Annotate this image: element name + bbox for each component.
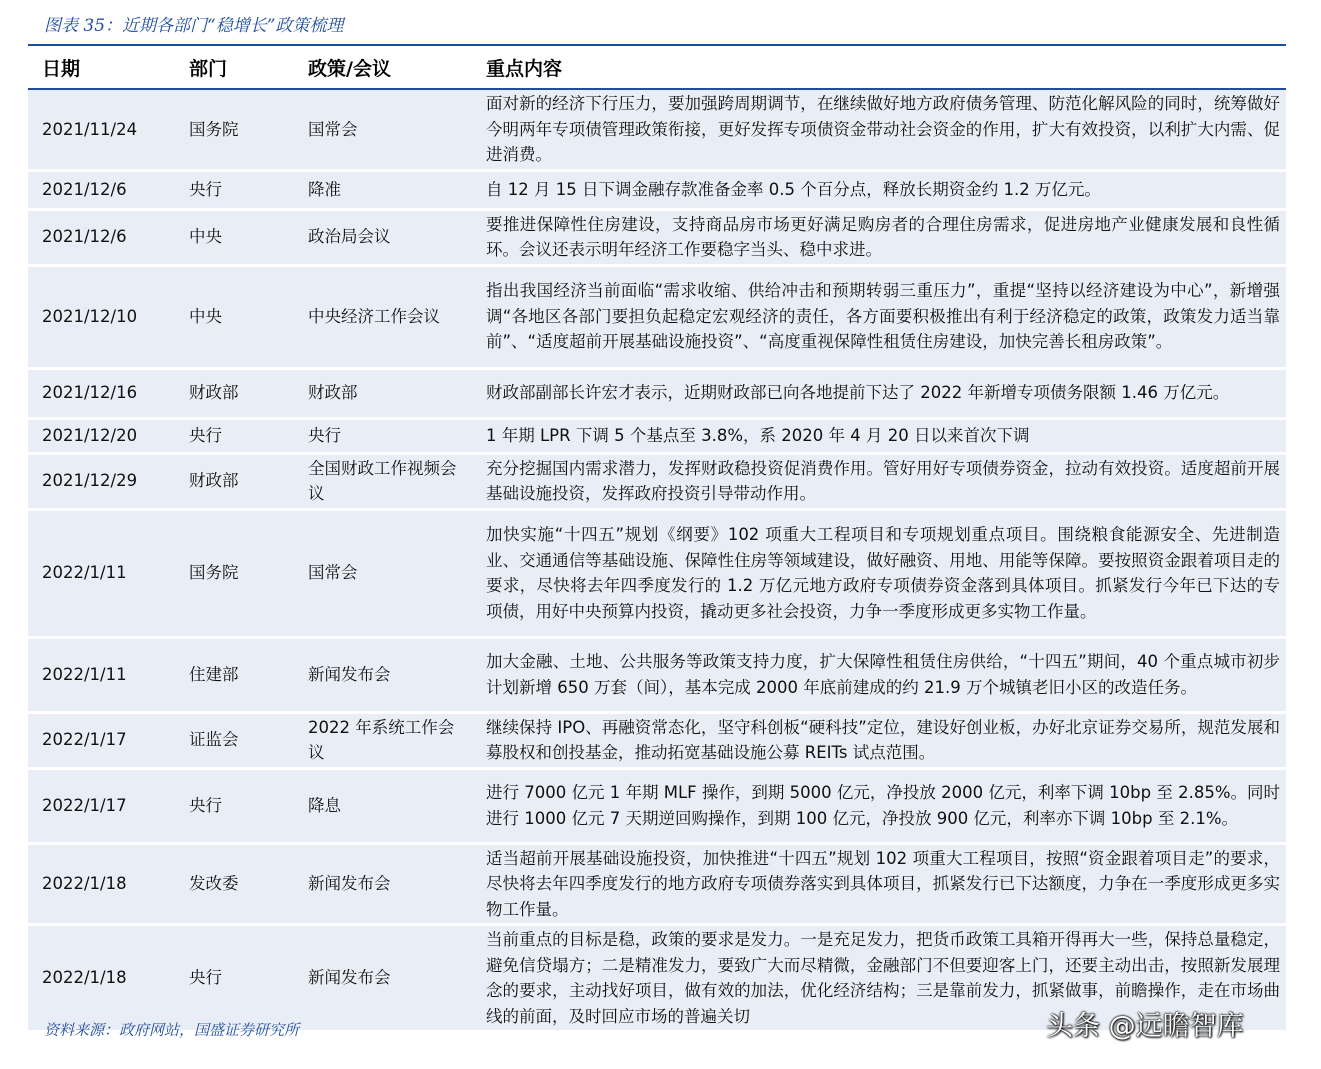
cell-content: 加快实施“十四五”规划《纲要》102 项重大工程项目和专项规划重点项目。围绕粮食能源安全、先进制造业、交通通信等基础设施、保障性住房等领域建设，做好融资、用地、用能等保障。要按照资金跟着项目走的要求，尽快将去年四季度发行的 1.2 万亿元地方政府专项债券资金落到具体项目。抓紧发行今年已下达的专项债，用好中央预算内投资，撬动更多社会投资，力争一季度形成更多实物工作量。 — [472, 509, 1286, 637]
cell-content: 进行 7000 亿元 1 年期 MLF 操作，到期 5000 亿元，净投放 2000 亿元，利率下调 10bp 至 2.85%。同时进行 1000 亿元 7 天期逆回购操作，到期 100 亿元，净投放 900 亿元，利率亦下调 10bp 至 2.1%。 — [472, 768, 1286, 843]
cell-policy: 降息 — [294, 768, 472, 843]
cell-content: 继续保持 IPO、再融资常态化，坚守科创板“硬科技”定位，建设好创业板，办好北京证券交易所，规范发展和募股权和创投基金，推动拓宽基础设施公募 REITs 试点范围。 — [472, 712, 1286, 768]
watermark: 头条 @远瞻智库 — [1046, 1011, 1244, 1042]
cell-policy: 中央经济工作会议 — [294, 265, 472, 368]
table-row — [28, 637, 1286, 712]
cell-dept: 央行 — [175, 170, 294, 209]
cell-date: 2021/12/6 — [28, 170, 175, 209]
cell-content: 1 年期 LPR 下调 5 个基点至 3.8%，系 2020 年 4 月 20 日以来首次下调 — [472, 418, 1286, 453]
cell-policy: 新闻发布会 — [294, 925, 472, 1031]
table-row — [28, 712, 1286, 768]
cell-dept: 住建部 — [175, 637, 294, 712]
cell-policy: 新闻发布会 — [294, 637, 472, 712]
cell-dept: 央行 — [175, 418, 294, 453]
cell-dept: 证监会 — [175, 712, 294, 768]
col-header-policy: 政策/会议 — [294, 46, 472, 89]
cell-date: 2021/12/20 — [28, 418, 175, 453]
cell-date: 2021/11/24 — [28, 89, 175, 170]
policy-table — [28, 46, 1286, 1030]
cell-date: 2022/1/17 — [28, 768, 175, 843]
cell-date: 2022/1/18 — [28, 925, 175, 1031]
col-header-content: 重点内容 — [472, 46, 1286, 89]
cell-content: 适当超前开展基础设施投资，加快推进“十四五”规划 102 项重大工程项目，按照“资金跟着项目走”的要求，尽快将去年四季度发行的地方政府专项债券落实到具体项目，抓紧发行已下达额度，力争在一季度形成更多实物工作量。 — [472, 843, 1286, 925]
cell-date: 2022/1/11 — [28, 637, 175, 712]
cell-policy: 新闻发布会 — [294, 843, 472, 925]
table-row — [28, 170, 1286, 209]
table-row — [28, 843, 1286, 925]
cell-content: 财政部副部长许宏才表示，近期财政部已向各地提前下达了 2022 年新增专项债务限额 1.46 万亿元。 — [472, 368, 1286, 418]
table-row — [28, 418, 1286, 453]
cell-date: 2022/1/18 — [28, 843, 175, 925]
cell-date: 2021/12/16 — [28, 368, 175, 418]
cell-content: 指出我国经济当前面临“需求收缩、供给冲击和预期转弱三重压力”，重提“坚持以经济建设为中心”，新增强调“各地区各部门要担负起稳定宏观经济的责任，各方面要积极推出有利于经济稳定的政策，政策发力适当靠前”、“适度超前开展基础设施投资”、“高度重视保障性租赁住房建设，加快完善长租房政策”。 — [472, 265, 1286, 368]
cell-date: 2022/1/11 — [28, 509, 175, 637]
col-header-date: 日期 — [28, 46, 175, 89]
table-row — [28, 453, 1286, 509]
col-header-dept: 部门 — [175, 46, 294, 89]
cell-dept: 财政部 — [175, 368, 294, 418]
table-row — [28, 265, 1286, 368]
cell-policy: 政治局会议 — [294, 209, 472, 265]
table-row — [28, 768, 1286, 843]
cell-dept: 国务院 — [175, 509, 294, 637]
cell-policy: 财政部 — [294, 368, 472, 418]
table-body — [28, 89, 1286, 1030]
table-row — [28, 209, 1286, 265]
cell-date: 2021/12/29 — [28, 453, 175, 509]
cell-dept: 中央 — [175, 209, 294, 265]
cell-dept: 央行 — [175, 925, 294, 1031]
source-note: 资料来源：政府网站，国盛证券研究所 — [44, 1021, 300, 1039]
cell-policy: 2022 年系统工作会议 — [294, 712, 472, 768]
table-header-row — [28, 46, 1286, 89]
cell-content: 加大金融、土地、公共服务等政策支持力度，扩大保障性租赁住房供给，“十四五”期间，40 个重点城市初步计划新增 650 万套（间），基本完成 2000 年底前建成的约 21.9 万个城镇老旧小区的改造任务。 — [472, 637, 1286, 712]
cell-policy: 央行 — [294, 418, 472, 453]
cell-dept: 中央 — [175, 265, 294, 368]
table-caption: 图表 35：近期各部门“稳增长”政策梳理 — [44, 16, 344, 36]
cell-date: 2021/12/10 — [28, 265, 175, 368]
cell-dept: 财政部 — [175, 453, 294, 509]
cell-content: 要推进保障性住房建设，支持商品房市场更好满足购房者的合理住房需求，促进房地产业健康发展和良性循环。会议还表示明年经济工作要稳字当头、稳中求进。 — [472, 209, 1286, 265]
cell-dept: 国务院 — [175, 89, 294, 170]
table-row — [28, 509, 1286, 637]
cell-content: 自 12 月 15 日下调金融存款准备金率 0.5 个百分点，释放长期资金约 1.2 万亿元。 — [472, 170, 1286, 209]
cell-policy: 国常会 — [294, 89, 472, 170]
cell-policy: 降准 — [294, 170, 472, 209]
table-row — [28, 89, 1286, 170]
cell-content: 当前重点的目标是稳，政策的要求是发力。一是充足发力，把货币政策工具箱开得再大一些，保持总量稳定，避免信贷塌方；二是精准发力，要致广大而尽精微，金融部门不但要迎客上门，还要主动出击，按照新发展理念的要求，主动找好项目，做有效的加法，优化经济结构；三是靠前发力，抓紧做事，前瞻操作，走在市场曲线的前面，及时回应市场的普遍关切 — [472, 925, 1286, 1031]
cell-policy: 全国财政工作视频会议 — [294, 453, 472, 509]
cell-content: 面对新的经济下行压力，要加强跨周期调节，在继续做好地方政府债务管理、防范化解风险的同时，统筹做好今明两年专项债管理政策衔接，更好发挥专项债资金带动社会资金的作用，扩大有效投资，以利扩大内需、促进消费。 — [472, 89, 1286, 170]
table-row — [28, 368, 1286, 418]
cell-date: 2021/12/6 — [28, 209, 175, 265]
cell-content: 充分挖掘国内需求潜力，发挥财政稳投资促消费作用。管好用好专项债券资金，拉动有效投资。适度超前开展基础设施投资，发挥政府投资引导带动作用。 — [472, 453, 1286, 509]
cell-dept: 央行 — [175, 768, 294, 843]
cell-policy: 国常会 — [294, 509, 472, 637]
cell-date: 2022/1/17 — [28, 712, 175, 768]
cell-dept: 发改委 — [175, 843, 294, 925]
